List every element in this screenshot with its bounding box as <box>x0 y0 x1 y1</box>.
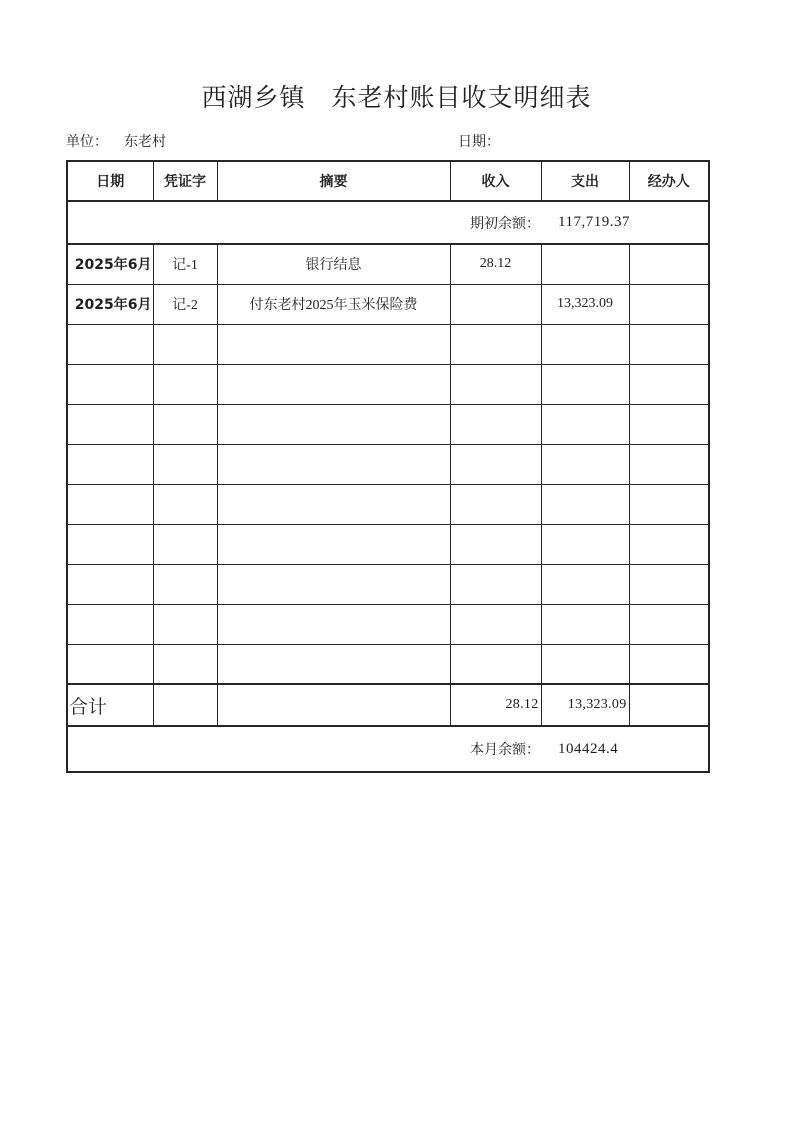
opening-balance-value: 117,719.37 <box>558 214 630 230</box>
cell-summary <box>217 644 450 684</box>
ledger-row-empty <box>67 524 709 564</box>
ledger-table <box>66 160 710 773</box>
cell-date <box>67 324 153 364</box>
ledger-row-empty <box>67 564 709 604</box>
cell-voucher <box>153 484 217 524</box>
opening-balance-cell <box>67 201 709 244</box>
cell-handler <box>629 604 709 644</box>
cell-handler <box>629 644 709 684</box>
cell-expense <box>541 484 629 524</box>
cell-income <box>450 524 541 564</box>
header-voucher: 凭证字 <box>153 161 217 201</box>
cell-expense <box>541 604 629 644</box>
cell-handler <box>629 404 709 444</box>
cell-voucher: 记-1 <box>153 244 217 284</box>
date-label: 日期： <box>458 135 500 150</box>
total-income: 28.12 <box>450 684 541 726</box>
ledger-row-empty <box>67 444 709 484</box>
cell-voucher <box>153 644 217 684</box>
opening-balance-row <box>67 201 709 244</box>
cell-handler <box>629 244 709 284</box>
monthly-balance-value: 104424.4 <box>558 740 619 757</box>
cell-income <box>450 644 541 684</box>
cell-handler <box>629 324 709 364</box>
cell-income <box>450 404 541 444</box>
cell-handler <box>629 364 709 404</box>
ledger-row-empty <box>67 364 709 404</box>
cell-handler <box>629 524 709 564</box>
cell-date: 2025年6月 <box>67 244 153 284</box>
ledger-row <box>67 244 709 284</box>
ledger-row-empty <box>67 604 709 644</box>
monthly-balance-row <box>67 726 709 772</box>
cell-date <box>67 524 153 564</box>
cell-income <box>450 364 541 404</box>
header-income: 收入 <box>450 161 541 201</box>
cell-date <box>67 404 153 444</box>
cell-expense <box>541 564 629 604</box>
cell-expense <box>541 444 629 484</box>
cell-date: 2025年6月 <box>67 284 153 324</box>
cell-summary <box>217 364 450 404</box>
cell-summary <box>217 324 450 364</box>
cell-income <box>450 324 541 364</box>
cell-voucher <box>153 524 217 564</box>
cell-summary <box>217 604 450 644</box>
unit-label: 单位： <box>66 135 108 150</box>
ledger-tbody <box>67 201 709 772</box>
cell-expense <box>541 364 629 404</box>
page-title: 西湖乡镇 东老村账目收支明细表 <box>201 85 592 112</box>
ledger-header <box>67 161 709 201</box>
ledger-row-empty <box>67 324 709 364</box>
cell-income <box>450 564 541 604</box>
cell-expense <box>541 524 629 564</box>
cell-expense <box>541 404 629 444</box>
cell-expense <box>541 324 629 364</box>
cell-handler <box>629 284 709 324</box>
total-row <box>67 684 709 726</box>
cell-summary <box>217 444 450 484</box>
cell-date <box>67 364 153 404</box>
cell-summary: 付东老村2025年玉米保险费 <box>217 284 450 324</box>
cell-summary <box>217 524 450 564</box>
monthly-balance-label: 本月余额： <box>470 743 540 758</box>
meta-row <box>0 131 793 149</box>
cell-expense: 13,323.09 <box>541 284 629 324</box>
header-row <box>67 161 709 201</box>
total-label: 合计 <box>67 684 153 726</box>
monthly-balance-cell <box>67 726 709 772</box>
ledger-row <box>67 284 709 324</box>
cell-date <box>67 644 153 684</box>
cell-voucher <box>153 324 217 364</box>
cell-summary: 银行结息 <box>217 244 450 284</box>
cell-date <box>67 564 153 604</box>
cell-summary <box>217 564 450 604</box>
cell-expense <box>541 244 629 284</box>
cell-voucher <box>153 364 217 404</box>
ledger-row-empty <box>67 644 709 684</box>
cell-voucher <box>153 404 217 444</box>
total-summary-cell <box>217 684 450 726</box>
header-date: 日期 <box>67 161 153 201</box>
cell-summary <box>217 484 450 524</box>
ledger-row-empty <box>67 404 709 444</box>
cell-date <box>67 604 153 644</box>
total-handler-cell <box>629 684 709 726</box>
cell-handler <box>629 564 709 604</box>
cell-income <box>450 444 541 484</box>
unit-value: 东老村 <box>124 135 166 150</box>
cell-date <box>67 484 153 524</box>
cell-income <box>450 484 541 524</box>
cell-income <box>450 284 541 324</box>
total-voucher-cell <box>153 684 217 726</box>
cell-voucher: 记-2 <box>153 284 217 324</box>
header-summary: 摘要 <box>217 161 450 201</box>
cell-income: 28.12 <box>450 244 541 284</box>
total-expense: 13,323.09 <box>541 684 629 726</box>
header-expense: 支出 <box>541 161 629 201</box>
ledger-row-empty <box>67 484 709 524</box>
header-handler: 经办人 <box>629 161 709 201</box>
cell-voucher <box>153 564 217 604</box>
cell-date <box>67 444 153 484</box>
cell-handler <box>629 484 709 524</box>
cell-income <box>450 604 541 644</box>
cell-voucher <box>153 604 217 644</box>
cell-handler <box>629 444 709 484</box>
cell-voucher <box>153 444 217 484</box>
opening-balance-label: 期初余额： <box>470 216 540 232</box>
cell-summary <box>217 404 450 444</box>
cell-expense <box>541 644 629 684</box>
